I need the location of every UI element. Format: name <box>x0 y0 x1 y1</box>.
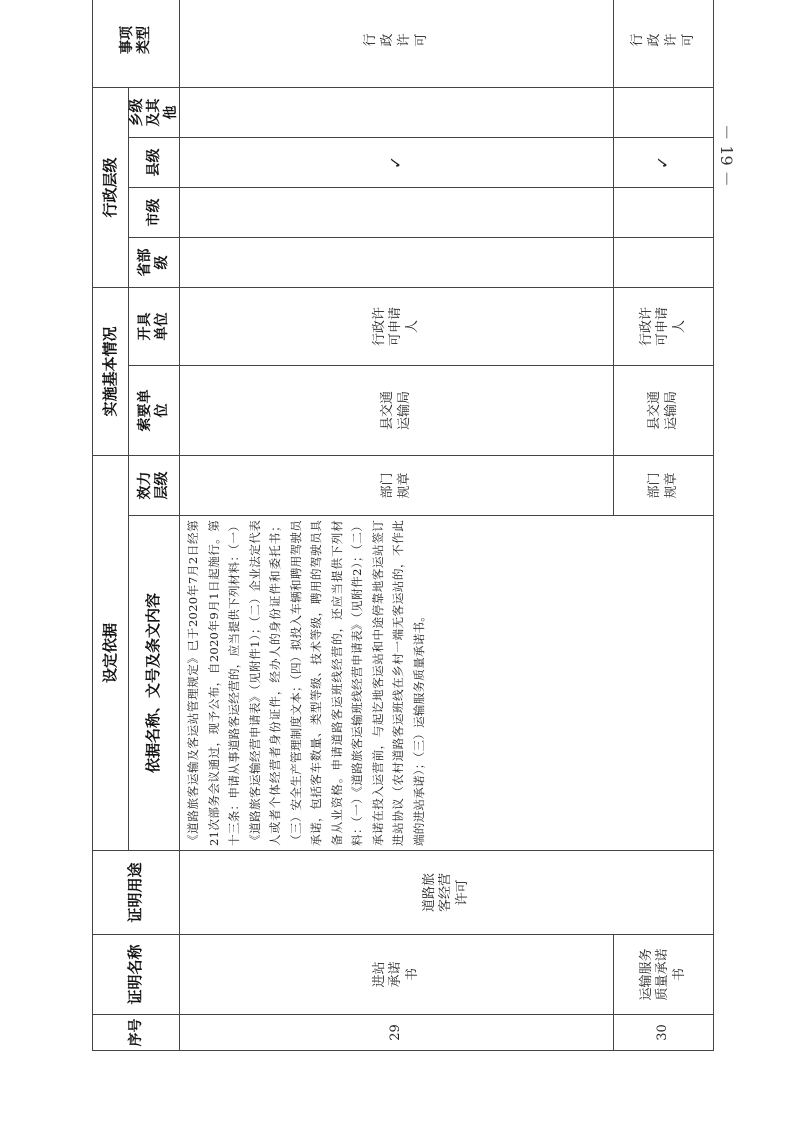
header-basis-group: 设定依据 <box>93 455 129 850</box>
township-cell <box>180 87 614 137</box>
header-requesting-unit: 索要单位 <box>129 365 180 455</box>
proof-name-cell: 进站承诺书 <box>180 935 614 1015</box>
item-type-cell: 行政许可 <box>180 0 614 87</box>
header-provincial: 省部级 <box>129 237 180 287</box>
header-county: 县级 <box>129 137 180 187</box>
header-issuing-unit: 开具单位 <box>129 287 180 365</box>
basis-text-cell: 《道路旅客运输及客运站管理规定》已于2020年7月2日经第21次部务会议通过，现予公布，自2020年9月1日起施行。第十三条：申请从事道路客运经营的，应当提供下列材料：（一）《道路旅客运输经营申请表》（见附件1）；（二）企业法定代表人或者个体经营者身份证件，经办人的身份证件和委托书；（三）安全生产管理制度文本；（四）拟投入车辆和聘用驾驶员承诺，包括客车数量、类型等级、技术等级，聘用的驾驶员具备从业资格。申请道路客运班线经营的，还应当提供下列材料：（一）《道路旅客运输班线经营申请表》（见附件2）；（二）承诺在投入运营前，与起讫地客运站和中途停靠地客运站签订进站协议（农村道路客运班线在乡村一端无客运站的，不作此端的进站承诺）；（三）运输服务质量承诺书。 <box>180 516 714 851</box>
proof-use-cell: 道路旅客经营许可 <box>180 851 714 935</box>
header-township: 乡级及其他 <box>129 87 180 137</box>
header-impl-group: 实施基本情况 <box>93 287 129 455</box>
requesting-unit-cell: 县交通运输局 <box>180 365 614 455</box>
proof-name-cell: 运输服务质量承诺书 <box>614 935 714 1015</box>
header-item-type: 事项类型 <box>93 0 180 87</box>
issuing-unit-cell: 行政许可申请人 <box>180 287 614 365</box>
city-cell <box>180 187 614 237</box>
seq-cell: 29 <box>180 1015 614 1051</box>
certificate-table <box>92 0 714 1051</box>
city-cell <box>614 187 714 237</box>
seq-cell: 30 <box>614 1015 714 1051</box>
item-type-cell: 行政许可 <box>614 0 714 87</box>
table-row <box>180 0 614 1051</box>
issuing-unit-cell: 行政许可申请人 <box>614 287 714 365</box>
page-number-text: － 19 － <box>716 123 736 187</box>
county-check-mark: ✓ <box>614 137 714 187</box>
header-seq: 序号 <box>93 1015 180 1051</box>
provincial-cell <box>614 237 714 287</box>
requesting-unit-cell: 县交通运输局 <box>614 365 714 455</box>
header-proof-use: 证明用途 <box>93 851 180 935</box>
rotated-table-wrapper <box>92 25 710 1051</box>
header-city: 市级 <box>129 187 180 237</box>
effect-level-cell: 部门规章 <box>180 455 614 515</box>
header-proof-name: 证明名称 <box>93 935 180 1015</box>
header-admin-group: 行政层级 <box>93 87 129 287</box>
township-cell <box>614 87 714 137</box>
provincial-cell <box>180 237 614 287</box>
county-check-mark: ✓ <box>180 137 614 187</box>
header-effect-level: 效力层级 <box>129 455 180 515</box>
header-basis-name: 依据名称、文号及条文内容 <box>129 516 180 851</box>
page-number <box>712 110 742 200</box>
effect-level-cell: 部门规章 <box>614 455 714 515</box>
